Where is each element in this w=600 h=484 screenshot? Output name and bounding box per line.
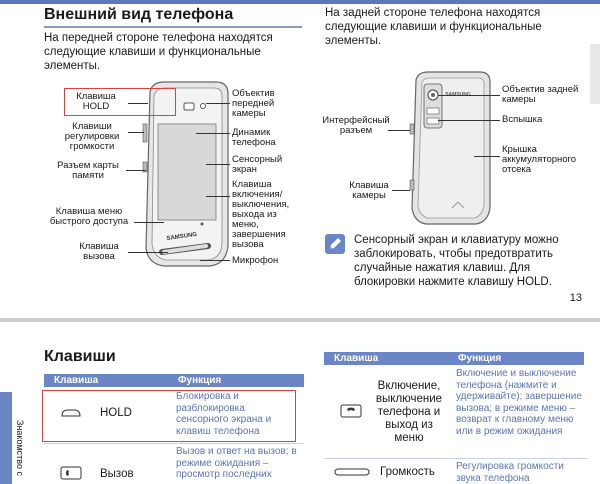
volume-key-icon: [334, 468, 370, 476]
note-text: Сенсорный экран и клавиатуру можно заблокировать, чтобы предотвратить случайные нажатия клавиш. Для блокировки нажмите клавишу HOLD.: [354, 234, 559, 288]
hold-key-icon: [60, 408, 82, 418]
label-shortcut-key: Клавиша меню быстрого доступа: [49, 206, 129, 227]
power-end-key-icon: [340, 404, 362, 418]
label-camera-key: Клавиша камеры: [349, 180, 389, 201]
back-intro-text: На задней стороне телефона находятся следующие клавиши и функциональные элементы.: [325, 7, 542, 47]
right-col-key-header: Клавиша: [334, 353, 379, 364]
label-front-camera: Объектив передней камеры: [232, 88, 275, 119]
row-power-key: Включение, выключение телефона и выход из меню: [375, 380, 443, 444]
row-volume-function: Регулировка громкости звука телефона: [456, 461, 564, 484]
page-title: Внешний вид телефона: [44, 6, 234, 23]
front-intro-text: На передней стороне телефона находятся следующие клавиши и функциональные элементы.: [44, 32, 273, 72]
row-divider: [44, 443, 304, 444]
row-volume-key: Громкость: [380, 466, 435, 478]
row-call-function: Вызов и ответ на вызов; в режиме ожидания – просмотр последних: [176, 446, 297, 480]
left-col-key-header: Клавиша: [54, 375, 99, 386]
row-power-function: Включение и выключение телефона (нажмите и удерживайте); завершение вызова; в режиме меню – возврат к главному меню или в режим ожидания: [456, 368, 582, 437]
brand-logo: SAMSUNG: [166, 231, 198, 243]
call-key-icon: [60, 466, 82, 480]
label-rear-camera: Объектив задней камеры: [502, 84, 579, 105]
label-earpiece: Динамик телефона: [232, 127, 276, 148]
row-hold-key: HOLD: [100, 407, 132, 419]
label-power-end-key: Клавиша включения/ выключения, выхода из меню, завершения вызова: [232, 179, 290, 250]
label-volume-keys: Клавиши регулировки громкости: [64, 121, 120, 152]
label-flash: Вспышка: [502, 114, 543, 125]
right-col-function-header: Функция: [458, 353, 502, 364]
row-call-key: Вызов: [100, 468, 134, 480]
row-divider: [324, 458, 588, 459]
left-col-function-header: Функция: [178, 375, 222, 386]
label-battery-cover: Крышка аккумуляторного отсека: [502, 144, 577, 175]
keys-section-title: Клавиши: [44, 348, 116, 365]
label-hold-key: Клавиша HOLD: [76, 91, 116, 112]
label-call-key: Клавиша вызова: [79, 241, 119, 262]
label-touch-screen: Сенсорный экран: [232, 154, 283, 175]
note-pencil-icon: [324, 233, 346, 255]
section-side-label: Знакомство с: [15, 420, 25, 476]
label-microphone: Микрофон: [232, 255, 279, 266]
label-memory-card-slot: Разъем карты памяти: [57, 160, 119, 181]
label-interface-connector: Интерфейсный разъем: [322, 115, 390, 136]
right-table-header: [324, 352, 584, 365]
back-phone-illustration: [402, 68, 498, 228]
side-tab-marker: [590, 44, 600, 104]
page-number: 13: [569, 292, 582, 304]
top-accent-bar: [0, 0, 600, 4]
row-hold-function: Блокировка и разблокировка сенсорного экрана и клавиш телефона: [176, 391, 272, 437]
title-underline: [44, 26, 302, 28]
section-side-tab: [0, 392, 12, 484]
left-table-header: [44, 374, 304, 387]
